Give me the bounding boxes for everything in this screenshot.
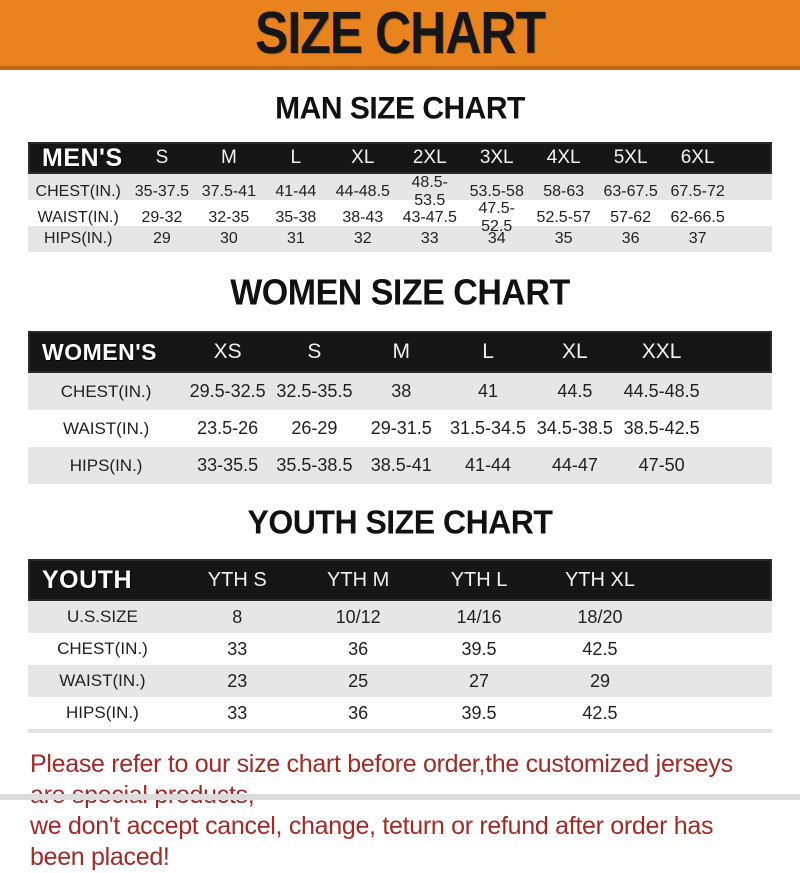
measurement-cell: 44-47: [551, 455, 598, 475]
measurement-cell: 42.5: [582, 638, 618, 659]
row-label: U.S.SIZE: [66, 607, 138, 626]
measurement-cell: 44.5-48.5: [623, 381, 700, 401]
measurement-cell: 38.5-41: [370, 455, 432, 475]
measurement-cell: 38.5-42.5: [623, 418, 700, 438]
measurement-row: [28, 601, 772, 633]
size-column-header: XXL: [641, 340, 682, 363]
footer-line-2: we don't accept cancel, change, teturn or refund after order has been placed!: [30, 812, 714, 871]
table-corner-label: YOUTH: [42, 565, 132, 594]
measurement-row: [28, 410, 772, 447]
measurement-cell: 39.5: [461, 702, 497, 723]
measurement-cell: 33: [420, 230, 439, 247]
size-column-header: L: [290, 147, 302, 168]
man-size-section: [0, 92, 800, 252]
measurement-cell: 39.5: [461, 638, 497, 659]
measurement-cell: 44.5: [557, 381, 593, 401]
size-column-header: S: [155, 147, 169, 168]
size-column-header: 4XL: [546, 147, 581, 168]
women-size-table: [28, 331, 772, 484]
row-label: HIPS(IN.): [66, 703, 139, 722]
measurement-cell: 26-29: [291, 418, 338, 438]
measurement-cell: 52.5-57: [536, 209, 591, 226]
measurement-cell: 36: [348, 702, 369, 723]
measurement-cell: 58-63: [543, 183, 585, 200]
table-corner-label: MEN'S: [42, 143, 123, 172]
row-label: CHEST(IN.): [60, 381, 152, 401]
row-label: HIPS(IN.): [69, 455, 143, 475]
measurement-cell: 34: [487, 230, 506, 247]
measurement-cell: 62-66.5: [670, 209, 725, 226]
measurement-cell: 35-38: [275, 209, 317, 226]
measurement-cell: 44-48.5: [335, 183, 390, 200]
measurement-cell: 53.5-58: [469, 183, 524, 200]
measurement-cell: 32: [353, 230, 372, 247]
table-header-row: [28, 142, 772, 174]
measurement-cell: 30: [219, 230, 238, 247]
measurement-cell: 48.5-53.5: [411, 174, 448, 209]
measurement-cell: 31: [286, 230, 305, 247]
youth-size-table: [28, 559, 772, 733]
measurement-cell: 31.5-34.5: [450, 418, 527, 438]
measurement-cell: 35.5-38.5: [276, 455, 353, 475]
row-label: CHEST(IN.): [57, 639, 148, 658]
measurement-cell: 10/12: [335, 606, 381, 627]
size-column-header: XL: [561, 340, 588, 363]
size-column-header: 3XL: [479, 147, 514, 168]
youth-size-section: [0, 504, 800, 733]
measurement-cell: 35-37.5: [134, 183, 190, 200]
table-header-row: [28, 559, 772, 601]
footer-line-1: Please refer to our size chart before order,the customized jerseys: [30, 750, 733, 778]
measurement-cell: 29: [589, 670, 610, 691]
measurement-cell: 35: [554, 230, 573, 247]
measurement-cell: 34.5-38.5: [536, 418, 613, 438]
measurement-cell: 25: [348, 670, 369, 691]
measurement-cell: 36: [621, 230, 640, 247]
measurement-cell: 8: [232, 606, 243, 627]
measurement-cell: 47-50: [638, 455, 685, 475]
table-corner-label: WOMEN'S: [42, 338, 158, 365]
row-label: WAIST(IN.): [37, 209, 119, 226]
measurement-cell: 57-62: [610, 209, 652, 226]
footer-note: [0, 749, 800, 873]
size-column-header: XS: [213, 340, 242, 363]
measurement-cell: 29.5-32.5: [189, 381, 266, 401]
youth-size-heading: YOUTH SIZE CHART: [247, 503, 553, 541]
size-column-header: 6XL: [680, 147, 715, 168]
measurement-cell: 42.5: [582, 702, 618, 723]
size-column-header: YTH S: [207, 568, 267, 591]
size-column-header: 2XL: [412, 147, 447, 168]
measurement-cell: 41-44: [465, 455, 512, 475]
measurement-cell: 18/20: [577, 606, 623, 627]
measurement-row: [28, 373, 772, 410]
measurement-cell: 37: [688, 230, 707, 247]
measurement-cell: 37.5-41: [201, 183, 256, 200]
size-chart-banner: [0, 0, 800, 70]
size-column-header: YTH M: [327, 568, 390, 591]
measurement-row: [28, 447, 772, 484]
measurement-cell: 38-43: [342, 209, 384, 226]
man-size-heading: MAN SIZE CHART: [275, 91, 525, 126]
measurement-cell: 32.5-35.5: [276, 381, 353, 401]
women-size-section: [0, 274, 800, 484]
measurement-cell: 36: [348, 638, 369, 659]
measurement-cell: 29-31.5: [370, 418, 432, 438]
measurement-cell: 38: [391, 381, 412, 401]
bottom-strip: [0, 794, 800, 800]
size-column-header: 5XL: [613, 147, 648, 168]
size-column-header: S: [307, 340, 322, 363]
measurement-cell: 41-44: [275, 183, 317, 200]
size-column-header: L: [482, 340, 494, 363]
measurement-cell: 29: [153, 230, 171, 247]
measurement-cell: 41: [478, 381, 499, 401]
measurement-row: [28, 226, 772, 252]
measurement-row: [28, 633, 772, 665]
measurement-cell: 23: [227, 670, 248, 691]
measurement-cell: 63-67.5: [603, 183, 658, 200]
measurement-cell: 33: [227, 638, 248, 659]
measurement-cell: 14/16: [456, 606, 502, 627]
size-column-header: YTH XL: [564, 568, 635, 591]
measurement-row: [28, 697, 772, 729]
measurement-cell: 43-47.5: [402, 209, 457, 226]
measurement-cell: 67.5-72: [670, 183, 725, 200]
measurement-row: [28, 665, 772, 697]
size-column-header: YTH L: [450, 568, 508, 591]
size-column-header: M: [392, 340, 410, 363]
banner-title: SIZE CHART: [255, 0, 545, 67]
measurement-cell: 47.5-52.5: [478, 200, 515, 235]
man-size-table: [28, 142, 772, 252]
measurement-cell: 23.5-26: [197, 418, 259, 438]
measurement-row: [28, 174, 772, 209]
size-column-header: XL: [351, 147, 375, 168]
measurement-cell: 29-32: [141, 209, 183, 226]
row-label: WAIST(IN.): [62, 418, 150, 438]
measurement-cell: 32-35: [208, 209, 250, 226]
women-size-heading: WOMEN SIZE CHART: [230, 273, 570, 313]
row-label: CHEST(IN.): [35, 183, 121, 200]
measurement-cell: 27: [469, 670, 490, 691]
size-column-header: M: [220, 147, 237, 168]
measurement-cell: 33-35.5: [197, 455, 259, 475]
row-label: HIPS(IN.): [43, 230, 113, 247]
measurement-cell: 33: [227, 702, 248, 723]
row-label: WAIST(IN.): [59, 671, 146, 690]
table-header-row: [28, 331, 772, 373]
